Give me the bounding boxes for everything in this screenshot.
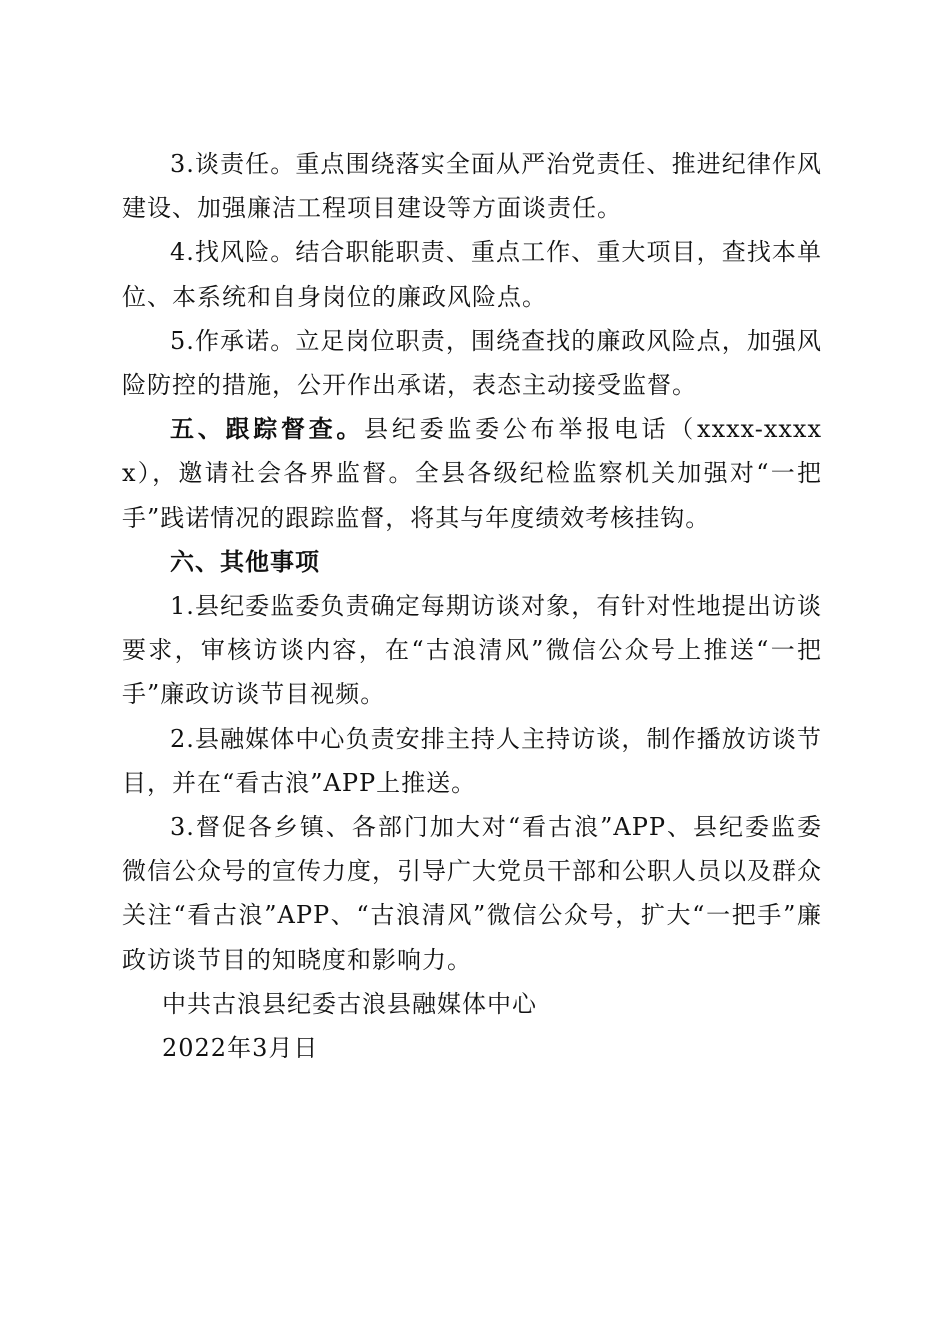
signature-org: 中共古浪县纪委古浪县融媒体中心 [162,989,537,1018]
document-body [122,142,822,1070]
section-five-text: 县纪委监委公布举报电话（xxxx-xxxxx），邀请社会各界监督。全县各级纪检监察机关加强对“一把手”践诺情况的跟踪监督，将其与年度绩效考核挂钩。 [122,415,823,532]
section-five-heading: 五、跟踪督查。 [170,415,365,444]
section-six-item-2: 2.县融媒体中心负责安排主持人主持访谈，制作播放访谈节目，并在“看古浪”APP上推送。 [122,724,822,797]
section-six-item-1: 1.县纪委监委负责确定每期访谈对象，有针对性地提出访谈要求，审核访谈内容，在“古浪清风”微信公众号上推送“一把手”廉政访谈节目视频。 [122,592,822,709]
item-discuss-responsibility: 3.谈责任。重点围绕落实全面从严治党责任、推进纪律作风建设、加强廉洁工程项目建设等方面谈责任。 [122,150,822,223]
section-six-item-3: 3.督促各乡镇、各部门加大对“看古浪”APP、县纪委监委微信公众号的宣传力度，引导广大党员干部和公职人员以及群众关注“看古浪”APP、“古浪清风”微信公众号，扩大“一把手”廉政访谈节目的知晓度和影响力。 [122,813,822,974]
item-make-commitment: 5.作承诺。立足岗位职责，围绕查找的廉政风险点，加强风险防控的措施，公开作出承诺，表态主动接受监督。 [122,326,822,400]
signature-date: 2022年3月日 [162,1034,319,1063]
item-find-risks: 4.找风险。结合职能职责、重点工作、重大项目，查找本单位、本系统和自身岗位的廉政风险点。 [122,238,822,311]
section-six-heading: 六、其他事项 [170,547,320,576]
section-five-paragraph [122,407,822,540]
